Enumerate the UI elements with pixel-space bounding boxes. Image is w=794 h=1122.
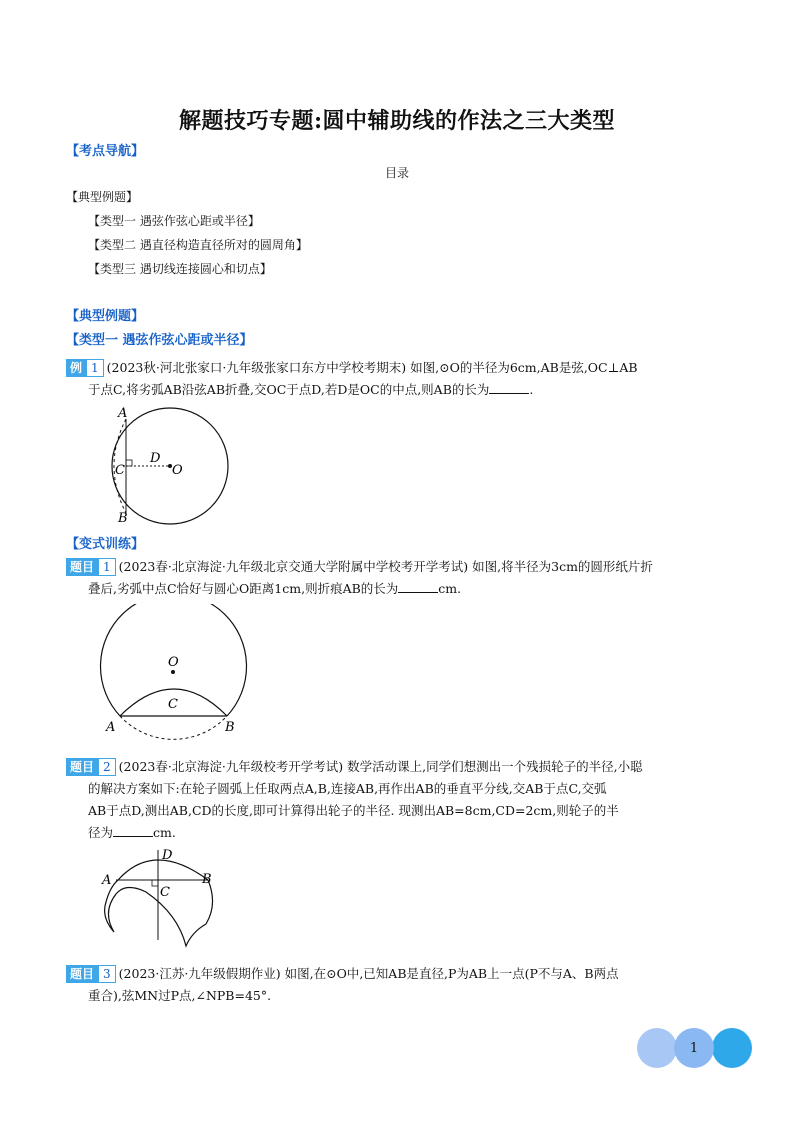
svg-text:C: C xyxy=(160,885,170,900)
question-number: 1 xyxy=(98,558,116,576)
example-1-line2: 于点C,将劣弧AB沿弦AB折叠,交OC于点D,若D是OC的中点,则AB的长为 xyxy=(88,382,490,397)
page-deco-right xyxy=(712,1028,752,1068)
example-1-line1: (2023秋·河北张家口·九年级张家口东方中学校考期末) 如图,⊙O的半径为6cm,AB是弦,OC⊥AB xyxy=(106,360,638,375)
page-deco-left xyxy=(637,1028,677,1068)
svg-text:A: A xyxy=(106,720,116,735)
question-number: 3 xyxy=(98,965,116,983)
variant-heading: 【变式训练】 xyxy=(66,537,145,552)
toc-item-type3[interactable]: 【类型三 遇切线连接圆心和切点】 xyxy=(88,262,272,276)
figure-2-paper-fold xyxy=(96,604,256,754)
question-3: 题目 3 (2023·江苏·九年级假期作业) 如图,在⊙O中,已知AB是直径,P为AB上一点(P不与A、B两点 重合),弦MN过P点,∠NPB=45°. xyxy=(66,963,746,1007)
question-badge: 题目 xyxy=(66,965,98,983)
type1-heading: 【类型一 遇弦作弦心距或半径】 xyxy=(66,333,253,348)
answer-blank[interactable] xyxy=(398,580,438,593)
question-badge: 题目 xyxy=(66,758,98,776)
svg-text:O: O xyxy=(168,655,179,670)
question-number: 2 xyxy=(98,758,116,776)
label-d: D xyxy=(150,451,161,466)
toc-title: 目录 xyxy=(384,166,409,180)
label-c: C xyxy=(115,463,125,478)
question-badge: 题目 xyxy=(66,558,98,576)
svg-text:A: A xyxy=(102,873,112,888)
answer-blank[interactable] xyxy=(113,824,153,837)
svg-text:D: D xyxy=(162,848,173,863)
nav-heading: 【考点导航】 xyxy=(66,144,145,159)
example-1: 例 1 (2023秋·河北张家口·九年级张家口东方中学校考期末) 如图,⊙O的半径为6cm,AB是弦,OC⊥AB 于点C,将劣弧AB沿弦AB折叠,交OC于点D,若D是OC的中点,则AB的长为 . xyxy=(66,357,746,401)
page-title: 解题技巧专题:圆中辅助线的作法之三大类型 xyxy=(178,108,616,134)
label-b: B xyxy=(118,511,128,526)
example-badge: 例 xyxy=(66,359,86,377)
toc-item-type1[interactable]: 【类型一 遇弦作弦心距或半径】 xyxy=(88,214,260,228)
svg-text:C: C xyxy=(168,697,178,712)
svg-text:B: B xyxy=(225,720,235,735)
toc-section: 【典型例题】 xyxy=(66,190,139,204)
question-2: 题目 2 (2023春·北京海淀·九年级校考开学考试) 数学活动课上,同学们想测出一个残损轮子的半径,小聪 的解决方案如下:在轮子圆弧上任取两点A,B,连接AB,再作出AB的垂直平分线,交AB于点C,交弧 AB于点D,测出AB,CD的长度,即可计算得出轮子的半径. 现测出AB=8cm,CD=2cm,则轮子的半 径为 cm. xyxy=(66,756,746,844)
svg-text:B: B xyxy=(202,872,212,887)
section-heading: 【典型例题】 xyxy=(66,309,145,324)
page-number: 1 xyxy=(674,1028,714,1068)
figure-3-broken-wheel xyxy=(96,842,226,952)
label-o: O xyxy=(172,463,183,478)
toc-item-type2[interactable]: 【类型二 遇直径构造直径所对的圆周角】 xyxy=(88,238,308,252)
question-1: 题目 1 (2023春·北京海淀·九年级北京交通大学附属中学校考开学考试) 如图,将半径为3cm的圆形纸片折 叠后,劣弧中点C恰好与圆心O距离1cm,则折痕AB的长为 cm. xyxy=(66,556,746,600)
figure-1-circle-fold xyxy=(100,400,250,530)
answer-blank[interactable] xyxy=(489,381,529,394)
label-a: A xyxy=(118,406,128,421)
example-number: 1 xyxy=(86,359,104,377)
